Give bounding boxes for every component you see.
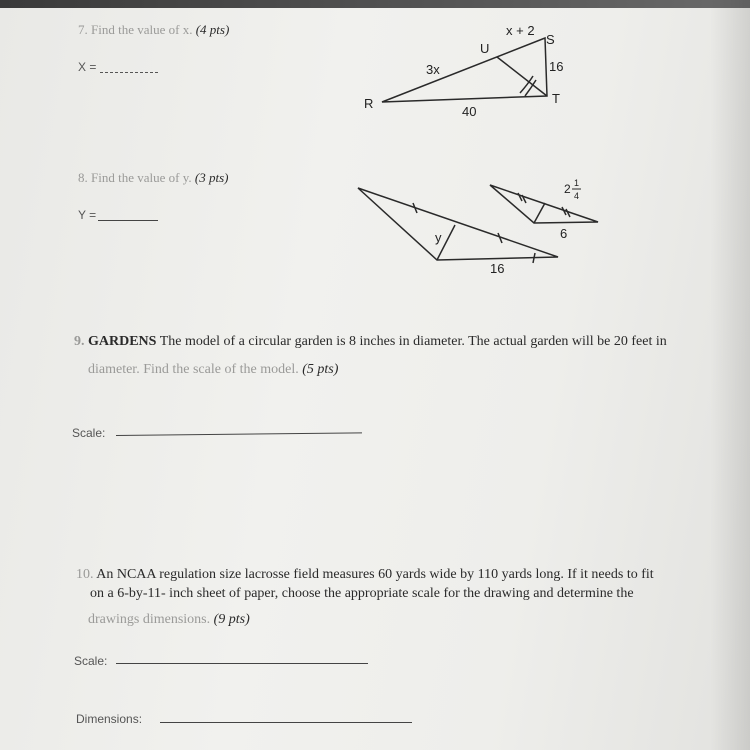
q9-title: GARDENS — [88, 334, 157, 349]
q8-angle-tick — [533, 253, 535, 263]
q7-vertex-s: S — [546, 32, 555, 47]
q9-number: 9. — [74, 334, 85, 349]
q9-answer-label: Scale: — [72, 426, 106, 440]
q8-small-tick-1 — [518, 193, 522, 201]
q8-small-tick-4 — [566, 209, 570, 217]
q7-text: Find the value of x. — [91, 22, 193, 37]
q8-text: Find the value of y. — [91, 170, 192, 185]
q7-side-rt: 40 — [462, 104, 477, 119]
q7-side-ru: 3x — [426, 62, 440, 77]
q7-vertex-t: T — [552, 91, 560, 106]
q10-text-line3: drawings dimensions. — [88, 612, 211, 627]
q10-dimensions-label: Dimensions: — [76, 712, 143, 726]
q9-text-line2: diameter. Find the scale of the model. — [88, 362, 299, 377]
q7-points: (4 pts) — [195, 22, 230, 37]
q7-vertex-u: U — [480, 41, 490, 56]
q9-text-line1: The model of a circular garden is 8 inches in diameter. The actual garden will be 20 feet in — [159, 334, 667, 349]
q8-small-triangle-figure — [490, 185, 598, 223]
q8-answer-label: Y = — [78, 208, 97, 222]
q8-large-triangle-figure — [358, 188, 558, 263]
q8-small-top-den: 4 — [574, 191, 580, 201]
q7-side-st: 16 — [549, 59, 564, 74]
q7-label-top: x + 2 — [506, 23, 535, 38]
q7-answer-label: X = — [78, 60, 97, 74]
q8-small-segment — [534, 203, 545, 223]
q10-text-line1: An NCAA regulation size lacrosse field measures 60 yards wide by 110 yards long. If it needs to fit — [96, 567, 654, 582]
q7-triangle-figure — [382, 38, 547, 102]
q10-scale-label: Scale: — [74, 654, 108, 668]
q8-label-y: y — [435, 230, 442, 245]
q7-vertex-r: R — [364, 96, 374, 111]
q7-number: 7. — [78, 22, 88, 37]
q8-small-top-num: 1 — [574, 178, 580, 188]
q10-text-line2: on a 6-by-11- inch sheet of paper, choose the appropriate scale for the drawing and determine the — [90, 586, 634, 601]
q10-points: (9 pts) — [213, 612, 250, 627]
q8-points: (3 pts) — [194, 170, 229, 185]
q10-number: 10. — [76, 567, 94, 582]
q7-triangle — [382, 38, 547, 102]
q8-label-16: 16 — [490, 261, 505, 276]
q8-small-bottom: 6 — [560, 226, 568, 241]
q9-points: (5 pts) — [302, 362, 339, 377]
q8-number: 8. — [78, 170, 88, 185]
q8-small-top-whole: 2 — [564, 182, 571, 196]
